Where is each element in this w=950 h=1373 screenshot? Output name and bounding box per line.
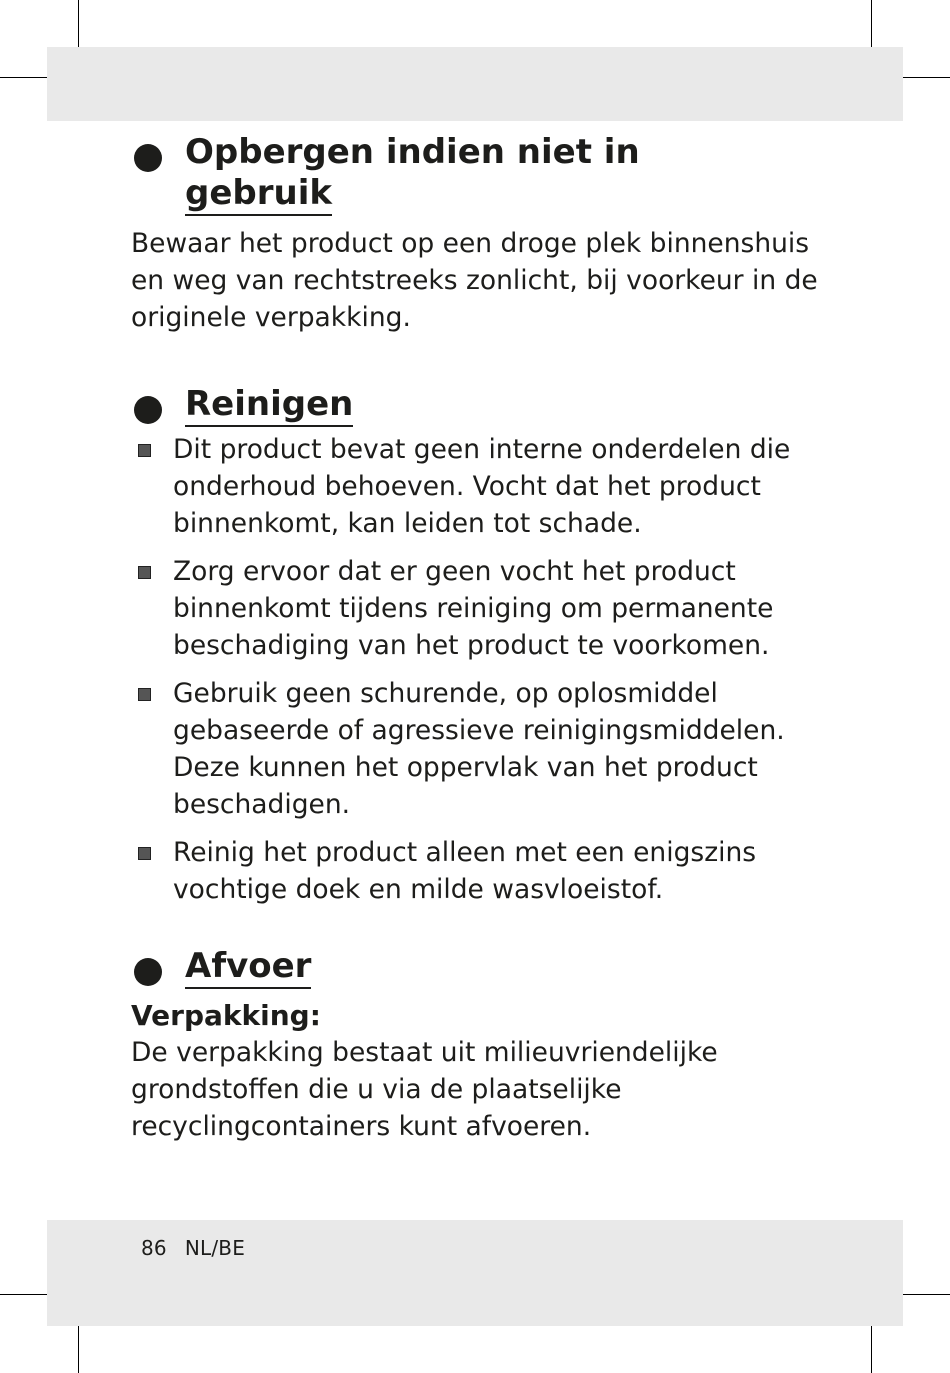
- bullet-dot-icon: [134, 958, 162, 986]
- list-item: [131, 431, 831, 542]
- packaging-subheading: Verpakking:: [131, 999, 321, 1032]
- list-item-text: Dit product bevat geen interne onderdelen die onderhoud behoeven. Vocht dat het product binnenkomt, kan leiden tot schade.: [173, 434, 791, 539]
- heading-text: Reinigen: [185, 384, 353, 427]
- list-item: [131, 675, 831, 823]
- section-heading-disposal: [131, 946, 831, 987]
- list-item-text: Reinig het product alleen met een enigszins vochtige doek en milde wasvloeistof.: [173, 837, 757, 905]
- header-band: [47, 47, 903, 121]
- page-number: 86: [141, 1236, 167, 1260]
- heading-line: Opbergen indien niet in: [185, 132, 640, 172]
- list-item: [131, 553, 831, 664]
- storage-text: Bewaar het product op een droge plek binnenshuis en weg van rechtstreeks zonlicht, bij voorkeur in de originele verpakking.: [131, 228, 818, 333]
- heading-text: Afvoer: [185, 946, 311, 989]
- heading-line: gebruik: [185, 173, 332, 216]
- square-bullet-icon: [138, 688, 151, 701]
- square-bullet-icon: [138, 444, 151, 457]
- square-bullet-icon: [138, 566, 151, 579]
- locale-label: NL/BE: [184, 1236, 246, 1260]
- bullet-dot-icon: [134, 144, 162, 172]
- list-item-text: Gebruik geen schurende, op oplosmiddel gebaseerde of agressieve reinigingsmiddelen. Deze kunnen het oppervlak van het product beschadigen.: [173, 678, 785, 820]
- list-item: [131, 834, 831, 908]
- packaging-text: De verpakking bestaat uit milieuvriendelijke grondstoffen die u via de plaatselijke recyclingcontainers kunt afvoeren.: [131, 1037, 718, 1142]
- list-item-text: Zorg ervoor dat er geen vocht het product binnenkomt tijdens reiniging om permanente beschadiging van het product te voorkomen.: [173, 556, 774, 661]
- page-content: [131, 132, 831, 1145]
- section-heading-storage: [131, 132, 831, 214]
- square-bullet-icon: [138, 847, 151, 860]
- cleaning-list: [131, 431, 831, 908]
- bullet-dot-icon: [134, 396, 162, 424]
- page-footer: [141, 1236, 263, 1260]
- section-heading-cleaning: [131, 384, 831, 425]
